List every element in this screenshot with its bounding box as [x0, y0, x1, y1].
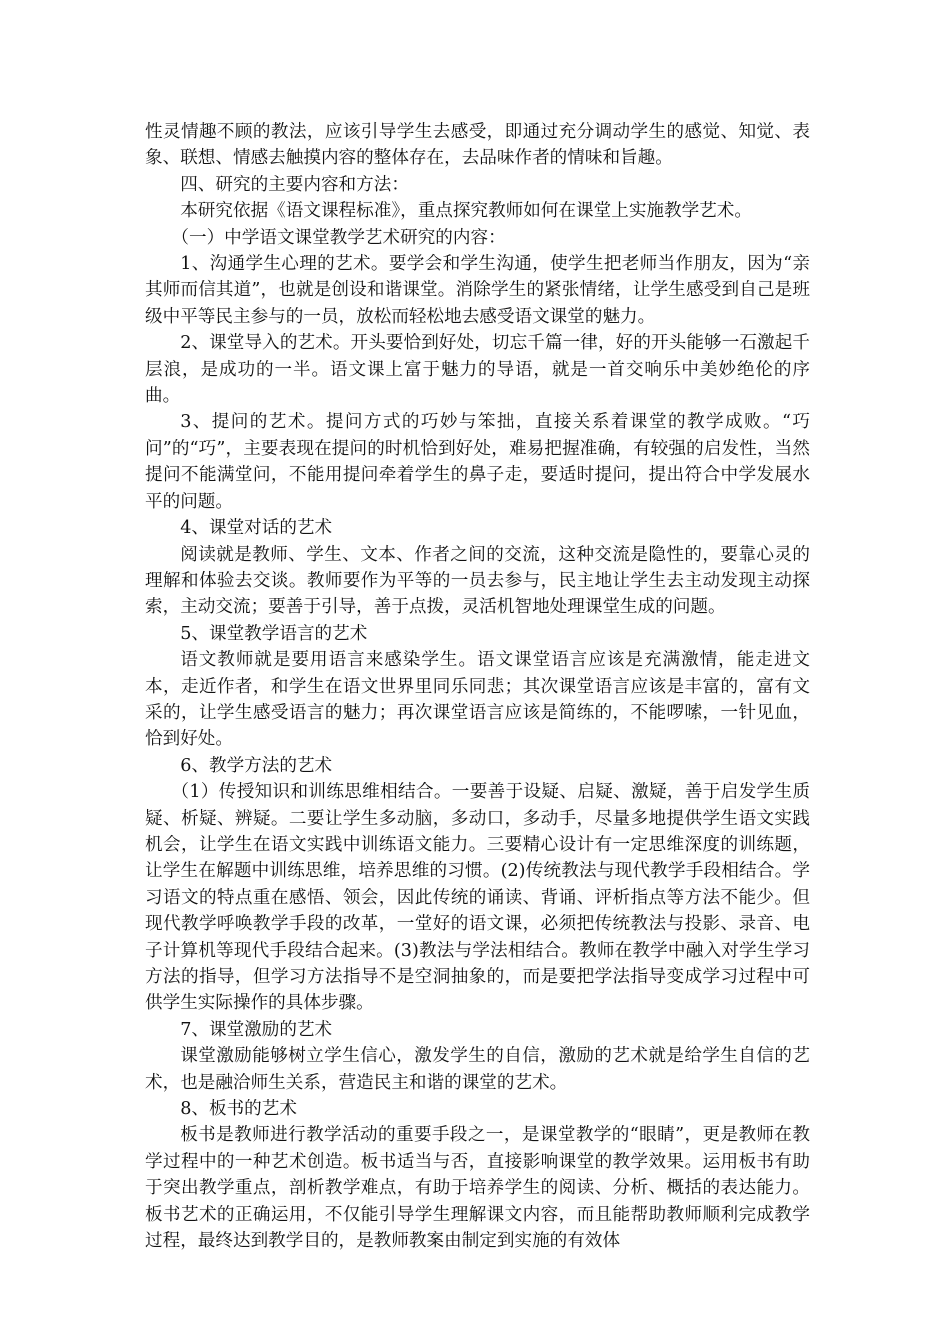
item-heading-blackboard-art: 8、板书的艺术 — [180, 1099, 297, 1120]
paragraph-questioning-art: 3、提问的艺术。提问方式的巧妙与笨拙，直接关系着课堂的教学成败。“巧问”的“巧”，主要表现在提问的时机恰到好处，难易把握准确，有较强的启发性，当然提问不能满堂问，不能用提问牵着学生的鼻子走，要适时提问，提出符合中学发展水平的问题。 — [145, 412, 810, 512]
item-heading-dialogue-art: 4、课堂对话的艺术 — [180, 518, 333, 539]
item-heading-language-art: 5、课堂教学语言的艺术 — [180, 623, 368, 644]
paragraph-language-art: 语文教师就是要用语言来感染学生。语文课堂语言应该是充满激情，能走进文本，走近作者，和学生在语文世界里同乐同悲；其次课堂语言应该是丰富的，富有文采的，让学生感受语言的魅力；再次课堂语言应该是简练的，不能啰嗦，一针见血，恰到好处。 — [145, 650, 810, 750]
paragraph-blackboard-art: 板书是教师进行教学活动的重要手段之一，是课堂教学的“眼睛”，更是教师在教学过程中的一种艺术创造。板书适当与否，直接影响课堂的教学效果。运用板书有助于突出教学重点，剖析教学难点，有助于培养学生的阅读、分析、概括的表达能力。板书艺术的正确运用，不仅能引导学生理解课文内容，而且能帮助教师顺利完成教学过程，最终达到教学目的，是教师教案由制定到实施的有效体 — [145, 1125, 810, 1252]
paragraph-continuation: 性灵情趣不顾的教法，应该引导学生去感受，即通过充分调动学生的感觉、知觉、表象、联想、情感去触摸内容的整体存在，去品味作者的情味和旨趣。 — [145, 122, 810, 169]
item-heading-method-art: 6、教学方法的艺术 — [180, 755, 333, 776]
paragraph-introduction-art: 2、课堂导入的艺术。开头要恰到好处，切忘千篇一律，好的开头能够一石激起千层浪，是成功的一半。语文课上富于魅力的导语，就是一首交响乐中美妙绝伦的序曲。 — [145, 333, 810, 407]
section-heading-research-content: 四、研究的主要内容和方法： — [180, 174, 409, 195]
paragraph-encouragement-art: 课堂激励能够树立学生信心，激发学生的自信，激励的艺术就是给学生自信的艺术，也是融洽师生关系，营造民主和谐的课堂的艺术。 — [145, 1046, 810, 1093]
paragraph-research-basis: 本研究依据《语文课程标准》，重点探究教师如何在课堂上实施教学艺术。 — [180, 201, 752, 222]
paragraph-dialogue-art: 阅读就是教师、学生、文本、作者之间的交流，这种交流是隐性的，要靠心灵的理解和体验去交谈。教师要作为平等的一员去参与，民主地让学生去主动发现主动探索，主动交流；要善于引导，善于点拨，灵活机智地处理课堂生成的问题。 — [145, 544, 810, 618]
paragraph-method-art: （1）传授知识和训练思维相结合。一要善于设疑、启疑、激疑，善于启发学生质疑、析疑、辨疑。二要让学生多动脑，多动口，多动手，尽量多地提供学生语文实践机会，让学生在语文实践中训练语文能力。三要精心设计有一定思维深度的训练题，让学生在解题中训练思维，培养思维的习惯。(2)传统教法与现代教学手段相结合。学习语文的特点重在感悟、领会，因此传统的诵读、背诵、评析指点等方法不能少。但现代教学呼唤教学手段的改革，一堂好的语文课，必须把传统教法与投影、录音、电子计算机等现代手段结合起来。(3)教法与学法相结合。教师在教学中融入对学生学习方法的指导，但学习方法指导不是空洞抽象的，而是要把学法指导变成学习过程中可供学生实际操作的具体步骤。 — [145, 782, 810, 1014]
subsection-heading-teaching-art: （一）中学语文课堂教学艺术研究的内容： — [171, 227, 506, 248]
document-body — [145, 119, 810, 1254]
item-heading-encouragement-art: 7、课堂激励的艺术 — [180, 1019, 333, 1040]
paragraph-communication-art: 1、沟通学生心理的艺术。要学会和学生沟通，使学生把老师当作朋友，因为“亲其师而信其道”，也就是创设和谐课堂。消除学生的紧张情绪，让学生感受到自己是班级中平等民主参与的一员，放松而轻松地去感受语文课堂的魅力。 — [145, 254, 810, 327]
